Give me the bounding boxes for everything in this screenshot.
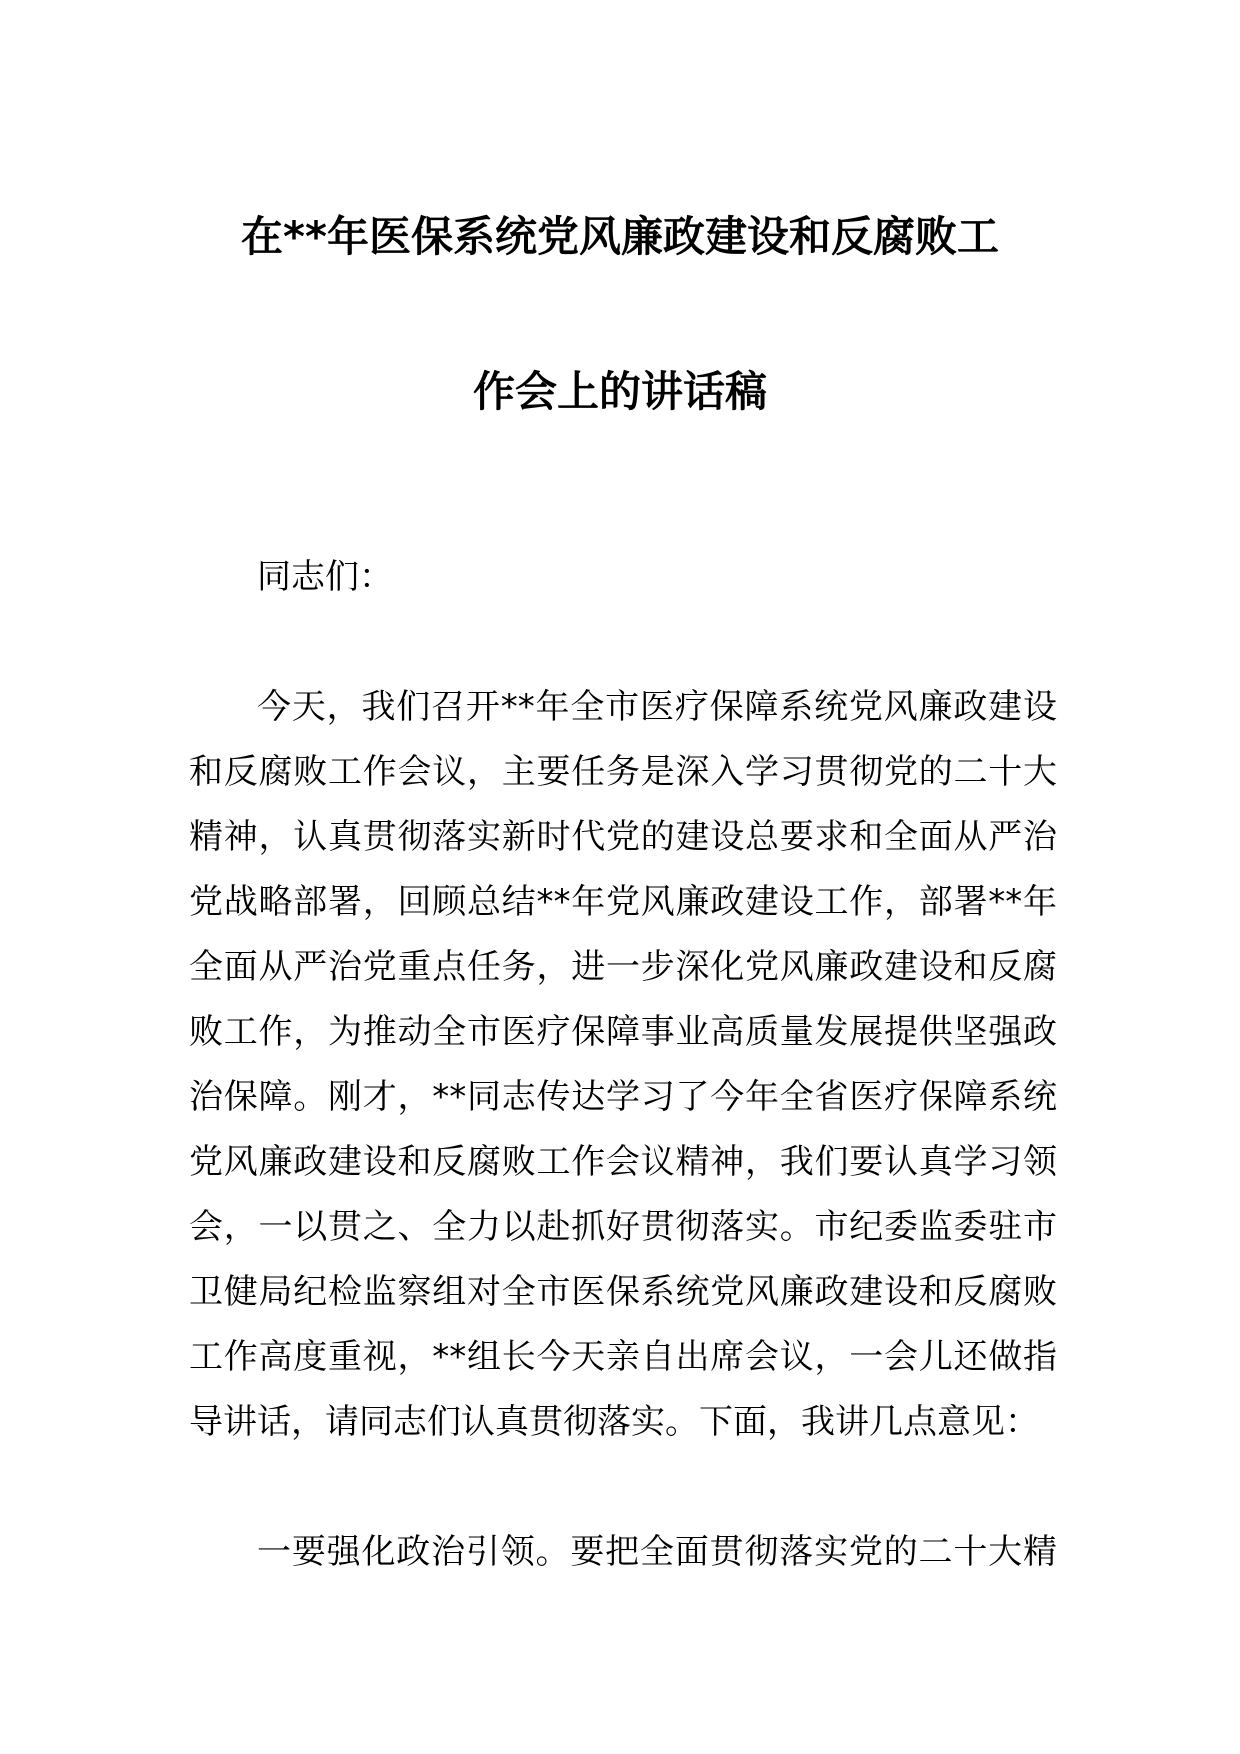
text-line: 全面从严治党重点任务，进一步深化党风廉政建设和反腐 [189,947,1057,987]
text-line: 精神，认真贯彻落实新时代党的建设总要求和全面从严治 [189,817,1057,857]
text-line: 卫健局纪检监察组对全市医保系统党风廉政建设和反腐败 [189,1272,1057,1312]
text-line: 一要强化政治引领。要把全面贯彻落实党的二十大精 [257,1532,1057,1572]
document-title-line-2: 作会上的讲话稿 [472,367,767,416]
text-line: 党风廉政建设和反腐败工作会议精神，我们要认真学习领 [189,1142,1057,1182]
text-line: 党战略部署，回顾总结**年党风廉政建设工作，部署**年 [189,882,1057,922]
document-title-line-1: 在**年医保系统党风廉政建设和反腐败工 [241,212,999,261]
text-line: 今天，我们召开**年全市医疗保障系统党风廉政建设 [257,687,1057,727]
text-line: 工作高度重视，**组长今天亲自出席会议，一会儿还做指 [189,1337,1057,1377]
salutation: 同志们： [257,557,393,597]
text-line: 败工作，为推动全市医疗保障事业高质量发展提供坚强政 [189,1012,1057,1052]
text-line: 和反腐败工作会议，主要任务是深入学习贯彻党的二十大 [189,752,1057,792]
text-line: 导讲话，请同志们认真贯彻落实。下面，我讲几点意见： [189,1402,1039,1442]
text-line: 治保障。刚才，**同志传达学习了今年全省医疗保障系统 [189,1077,1057,1117]
text-line: 会，一以贯之、全力以赴抓好贯彻落实。市纪委监委驻市 [189,1207,1057,1247]
